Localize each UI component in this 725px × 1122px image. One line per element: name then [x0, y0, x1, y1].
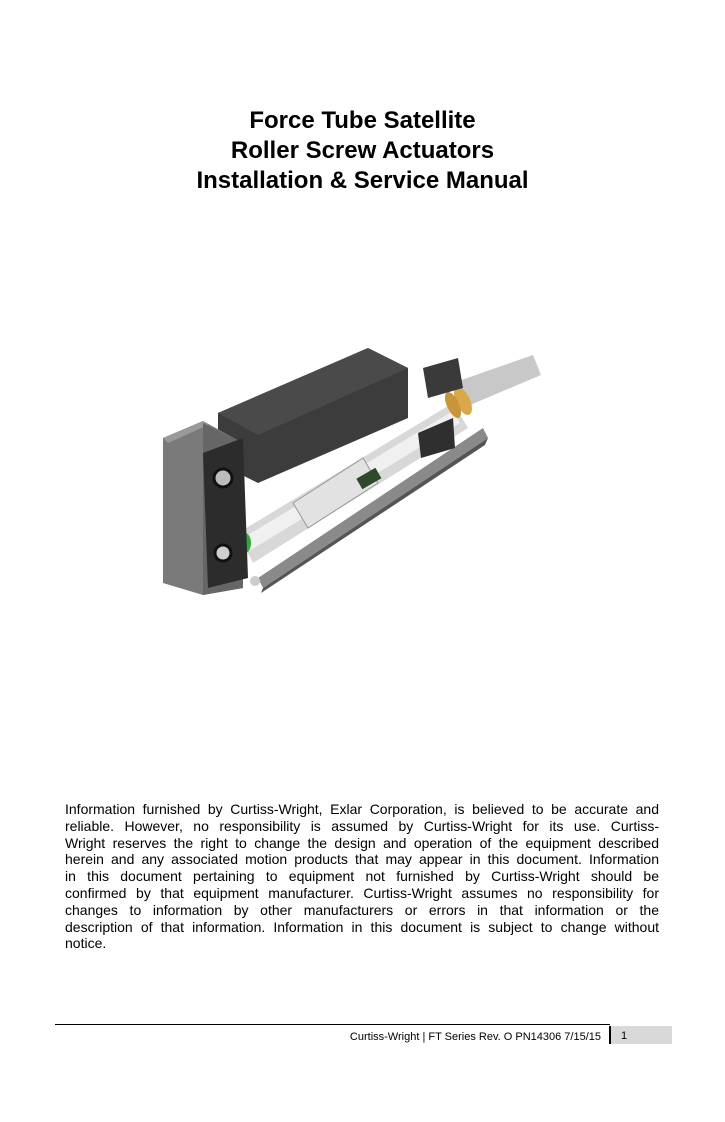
disclaimer-line: reliable. However, no responsibility is assumed by Curtiss-Wright for its use. Curtiss- [65, 817, 659, 834]
title-line: Installation & Service Manual [196, 167, 529, 194]
title-line: Force Tube Satellite [249, 107, 476, 134]
page-number-box [609, 1026, 672, 1044]
footer-text: Curtiss-Wright | FT Series Rev. O PN14306 7/15/15 [349, 1031, 601, 1043]
disclaimer-line: Wright reserves the right to change the design and operation of the equipment described [65, 834, 659, 851]
page-number: 1 [621, 1030, 628, 1042]
disclaimer-line: description of that information. Information in this document is subject to change without [65, 918, 659, 935]
document-title [0, 106, 725, 196]
disclaimer-line: changes to information by other manufacturers or errors in that information or the [65, 901, 659, 918]
footer-rule [55, 1024, 610, 1025]
disclaimer-line: in this document pertaining to equipment not furnished by Curtiss-Wright should be [65, 868, 659, 885]
disclaimer-line: herein and any associated motion products that may appear in this document. Information [65, 851, 659, 868]
disclaimer-line: Information furnished by Curtiss-Wright, Exlar Corporation, is believed to be accurate and [65, 801, 659, 817]
title-line: Roller Screw Actuators [230, 137, 495, 164]
actuator-illustration [163, 343, 548, 595]
disclaimer-line: notice. [65, 935, 107, 952]
disclaimer-line: confirmed by that equipment manufacturer. Curtiss-Wright assumes no responsibility for [65, 884, 659, 901]
disclaimer-paragraph [65, 801, 659, 952]
